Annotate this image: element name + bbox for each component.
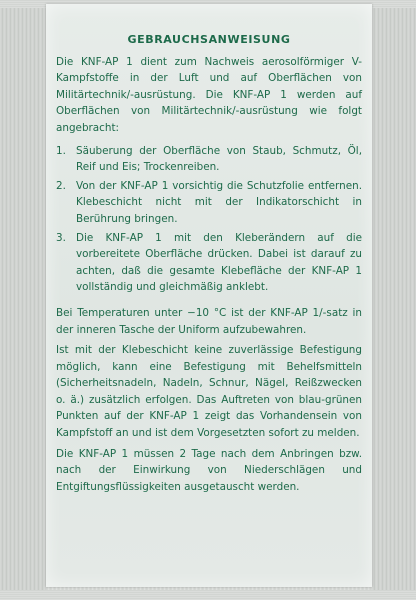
- steps-list: [56, 143, 362, 296]
- replacement-note: Die KNF-AP 1 müssen 2 Tage nach dem Anbringen bzw. nach der Einwirkung von Niederschlägen und Entgiftungsflüssigkeiten ausgetauscht werden.: [56, 447, 362, 493]
- right-crimp-seam: [372, 0, 416, 600]
- step-item: [56, 143, 362, 176]
- instruction-text: [56, 32, 362, 499]
- step-item: [56, 178, 362, 228]
- fastening-note: Ist mit der Klebeschicht keine zuverlässige Befestigung möglich, kann eine Befestigung mit Behelfsmitteln (Sicherheitsnadeln, Nadeln, Schnur, Nägel, Reißzwecken o. ä.) zusätzlich erfolgen. Das Auftreten von blau-grünen Punkten auf der KNF-AP 1 zeigt das Vorhandensein von Kampfstoff an und ist dem Vorgesetzten sofort zu melden.: [56, 344, 362, 440]
- step-number: 1.: [56, 144, 66, 157]
- instruction-label: [46, 4, 372, 587]
- temperature-note: Bei Temperaturen unter −10 °C ist der KNF-AP 1/-satz in der inneren Tasche der Uniform aufzubewahren.: [56, 306, 362, 336]
- document-title: GEBRAUCHSANWEISUNG: [127, 33, 291, 46]
- left-crimp-seam: [0, 0, 46, 600]
- step-text: Säuberung der Oberfläche von Staub, Schmutz, Öl, Reif und Eis; Trockenreiben.: [76, 144, 362, 174]
- step-number: 2.: [56, 179, 66, 192]
- step-text: Von der KNF-AP 1 vorsichtig die Schutzfolie entfernen. Klebeschicht nicht mit der Indikatorschicht in Berührung bringen.: [76, 179, 362, 225]
- intro-paragraph: Die KNF-AP 1 dient zum Nachweis aerosolförmiger V-Kampfstoffe in der Luft und auf Oberflächen von Militärtechnik/-ausrüstung. Die KNF-AP 1 werden auf Oberflächen von Militärtechnik/-ausrüstung wie folgt angebracht:: [56, 55, 362, 134]
- bottom-crimp-seam: [0, 590, 416, 600]
- step-item: [56, 230, 362, 296]
- step-number: 3.: [56, 231, 66, 244]
- step-text: Die KNF-AP 1 mit den Kleberändern auf die vorbereitete Oberfläche drücken. Dabei ist darauf zu achten, daß die gesamte Klebefläche der KNF-AP 1 vollständig und gleichmäßig anklebt.: [76, 231, 362, 294]
